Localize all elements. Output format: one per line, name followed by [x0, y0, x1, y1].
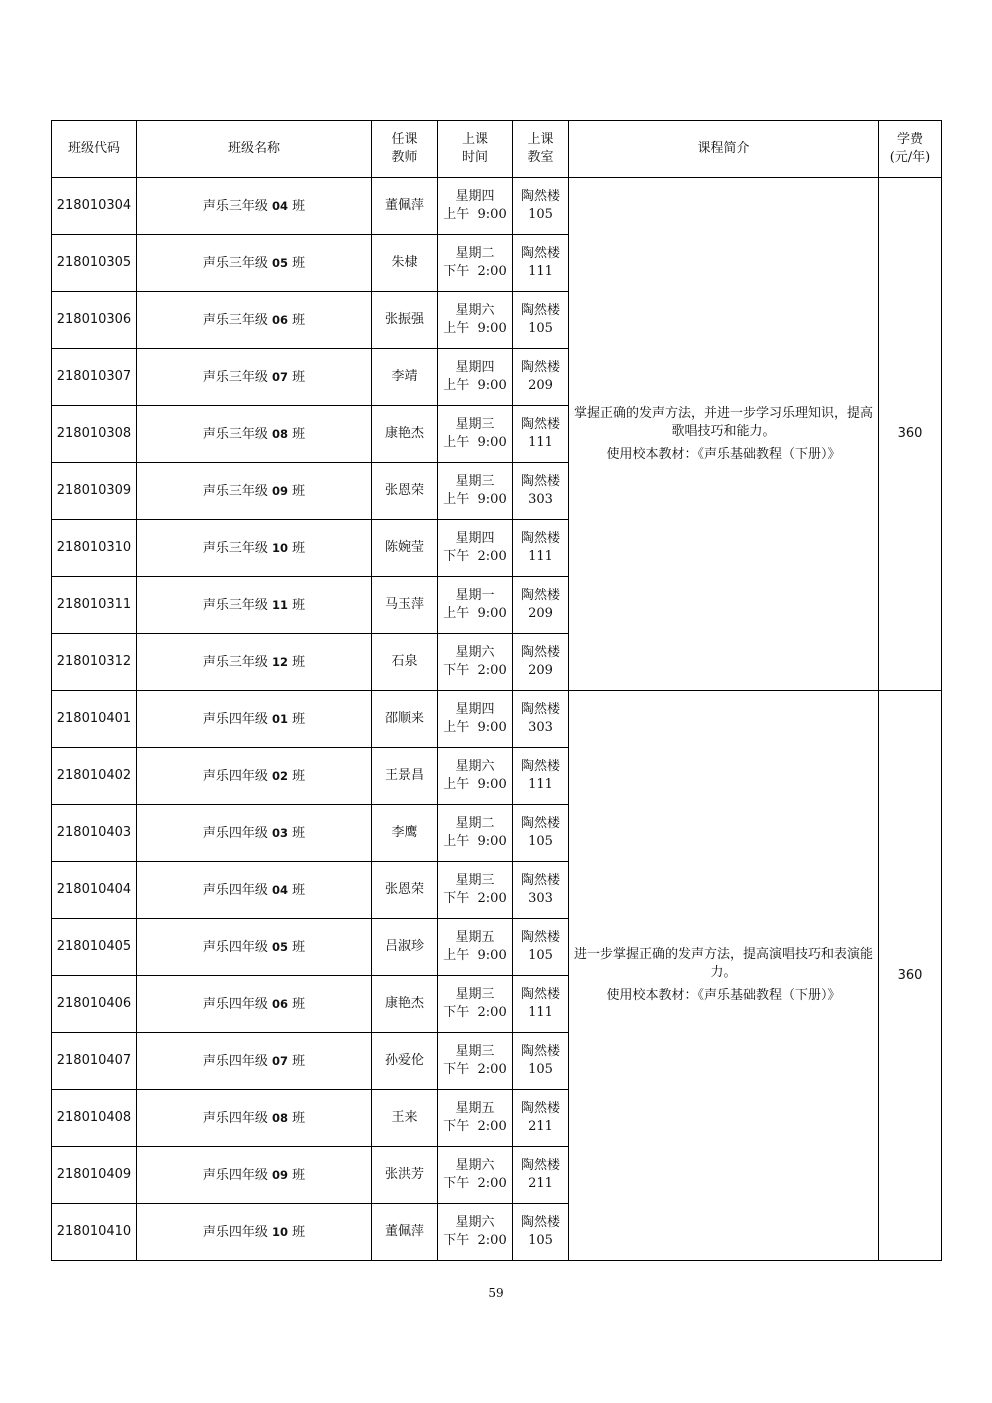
header-time: 上课 时间 — [438, 121, 513, 178]
class-time: 星期四 上午 9:00 — [438, 349, 513, 406]
class-time: 星期五 上午 9:00 — [438, 919, 513, 976]
class-code: 218010408 — [52, 1090, 137, 1147]
class-name: 声乐四年级 10 班 — [137, 1204, 372, 1261]
class-time: 星期二 下午 2:00 — [438, 235, 513, 292]
class-code: 218010410 — [52, 1204, 137, 1261]
class-code: 218010306 — [52, 292, 137, 349]
teacher: 邵顺来 — [372, 691, 438, 748]
class-time: 星期六 下午 2:00 — [438, 1147, 513, 1204]
teacher: 陈婉莹 — [372, 520, 438, 577]
classroom: 陶然楼 105 — [513, 292, 569, 349]
classroom: 陶然楼 105 — [513, 178, 569, 235]
class-code: 218010401 — [52, 691, 137, 748]
teacher: 张恩荣 — [372, 463, 438, 520]
classroom: 陶然楼 105 — [513, 1033, 569, 1090]
course-schedule-table — [51, 120, 942, 1261]
teacher: 朱棣 — [372, 235, 438, 292]
class-code: 218010403 — [52, 805, 137, 862]
class-name: 声乐三年级 12 班 — [137, 634, 372, 691]
class-name: 声乐四年级 05 班 — [137, 919, 372, 976]
header-room: 上课 教室 — [513, 121, 569, 178]
class-code: 218010307 — [52, 349, 137, 406]
classroom: 陶然楼 209 — [513, 349, 569, 406]
class-time: 星期二 上午 9:00 — [438, 805, 513, 862]
class-name: 声乐四年级 06 班 — [137, 976, 372, 1033]
class-time: 星期四 上午 9:00 — [438, 178, 513, 235]
table-row — [52, 691, 942, 748]
class-time: 星期五 下午 2:00 — [438, 1090, 513, 1147]
classroom: 陶然楼 111 — [513, 406, 569, 463]
classroom: 陶然楼 303 — [513, 862, 569, 919]
class-time: 星期三 上午 9:00 — [438, 463, 513, 520]
class-code: 218010402 — [52, 748, 137, 805]
class-name: 声乐四年级 04 班 — [137, 862, 372, 919]
teacher: 李鹰 — [372, 805, 438, 862]
class-time: 星期六 下午 2:00 — [438, 634, 513, 691]
header-fee: 学费 (元/年) — [879, 121, 942, 178]
teacher: 张振强 — [372, 292, 438, 349]
class-code: 218010409 — [52, 1147, 137, 1204]
classroom: 陶然楼 303 — [513, 463, 569, 520]
classroom: 陶然楼 211 — [513, 1090, 569, 1147]
class-code: 218010404 — [52, 862, 137, 919]
class-time: 星期四 上午 9:00 — [438, 691, 513, 748]
class-code: 218010305 — [52, 235, 137, 292]
classroom: 陶然楼 111 — [513, 235, 569, 292]
teacher: 石泉 — [372, 634, 438, 691]
class-name: 声乐四年级 01 班 — [137, 691, 372, 748]
classroom: 陶然楼 209 — [513, 577, 569, 634]
classroom: 陶然楼 111 — [513, 520, 569, 577]
page-number: 59 — [488, 1286, 504, 1300]
class-time: 星期三 下午 2:00 — [438, 1033, 513, 1090]
class-name: 声乐四年级 03 班 — [137, 805, 372, 862]
teacher: 马玉萍 — [372, 577, 438, 634]
teacher: 吕淑珍 — [372, 919, 438, 976]
class-name: 声乐四年级 02 班 — [137, 748, 372, 805]
classroom: 陶然楼 303 — [513, 691, 569, 748]
class-time: 星期六 上午 9:00 — [438, 748, 513, 805]
class-code: 218010407 — [52, 1033, 137, 1090]
header-teacher: 任课 教师 — [372, 121, 438, 178]
class-name: 声乐三年级 09 班 — [137, 463, 372, 520]
header-intro: 课程简介 — [569, 121, 879, 178]
class-name: 声乐三年级 06 班 — [137, 292, 372, 349]
class-time: 星期三 下午 2:00 — [438, 976, 513, 1033]
class-code: 218010405 — [52, 919, 137, 976]
teacher: 李靖 — [372, 349, 438, 406]
classroom: 陶然楼 209 — [513, 634, 569, 691]
class-code: 218010310 — [52, 520, 137, 577]
course-intro: 掌握正确的发声方法，并进一步学习乐理知识，提高歌唱技巧和能力。 使用校本教材：《声乐基础教程（下册）》 — [569, 178, 879, 691]
class-time: 星期一 上午 9:00 — [438, 577, 513, 634]
header-row — [52, 121, 942, 178]
teacher: 董佩萍 — [372, 178, 438, 235]
classroom: 陶然楼 105 — [513, 805, 569, 862]
class-code: 218010308 — [52, 406, 137, 463]
class-name: 声乐三年级 10 班 — [137, 520, 372, 577]
header-class-name: 班级名称 — [137, 121, 372, 178]
teacher: 康艳杰 — [372, 406, 438, 463]
class-name: 声乐三年级 08 班 — [137, 406, 372, 463]
class-name: 声乐三年级 11 班 — [137, 577, 372, 634]
teacher: 康艳杰 — [372, 976, 438, 1033]
teacher: 董佩萍 — [372, 1204, 438, 1261]
class-time: 星期四 下午 2:00 — [438, 520, 513, 577]
header-class-code: 班级代码 — [52, 121, 137, 178]
classroom: 陶然楼 111 — [513, 748, 569, 805]
course-intro: 进一步掌握正确的发声方法，提高演唱技巧和表演能力。 使用校本教材：《声乐基础教程（下册）》 — [569, 691, 879, 1261]
teacher: 张洪芳 — [372, 1147, 438, 1204]
teacher: 张恩荣 — [372, 862, 438, 919]
classroom: 陶然楼 105 — [513, 1204, 569, 1261]
class-time: 星期三 下午 2:00 — [438, 862, 513, 919]
class-code: 218010406 — [52, 976, 137, 1033]
class-name: 声乐四年级 07 班 — [137, 1033, 372, 1090]
teacher: 孙爱伦 — [372, 1033, 438, 1090]
tuition-fee: 360 — [879, 691, 942, 1261]
table-row — [52, 178, 942, 235]
class-time: 星期六 上午 9:00 — [438, 292, 513, 349]
tuition-fee: 360 — [879, 178, 942, 691]
classroom: 陶然楼 111 — [513, 976, 569, 1033]
class-code: 218010309 — [52, 463, 137, 520]
class-code: 218010304 — [52, 178, 137, 235]
class-time: 星期三 上午 9:00 — [438, 406, 513, 463]
teacher: 王景昌 — [372, 748, 438, 805]
class-name: 声乐三年级 04 班 — [137, 178, 372, 235]
class-time: 星期六 下午 2:00 — [438, 1204, 513, 1261]
class-name: 声乐三年级 05 班 — [137, 235, 372, 292]
classroom: 陶然楼 105 — [513, 919, 569, 976]
classroom: 陶然楼 211 — [513, 1147, 569, 1204]
class-code: 218010312 — [52, 634, 137, 691]
class-name: 声乐三年级 07 班 — [137, 349, 372, 406]
class-code: 218010311 — [52, 577, 137, 634]
class-name: 声乐四年级 08 班 — [137, 1090, 372, 1147]
teacher: 王来 — [372, 1090, 438, 1147]
class-name: 声乐四年级 09 班 — [137, 1147, 372, 1204]
